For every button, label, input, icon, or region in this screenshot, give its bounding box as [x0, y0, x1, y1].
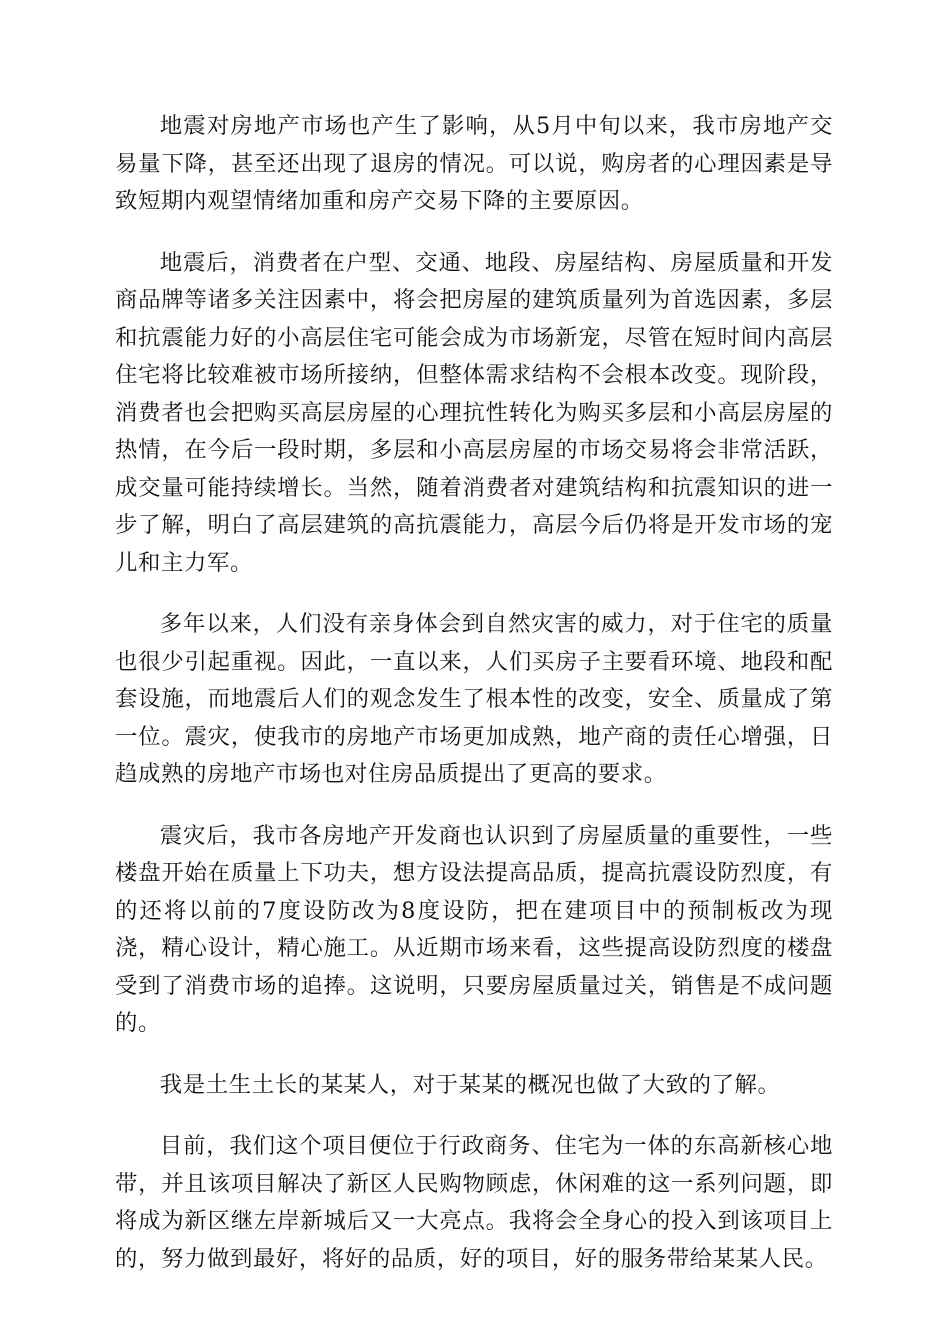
- paragraph-1: 地震对房地产市场也产生了影响，从5月中旬以来，我市房地产交易量下降，甚至还出现了退房的情况。可以说，购房者的心理因素是导致短期内观望情绪加重和房产交易下降的主要原因。: [115, 113, 833, 214]
- paragraph-3: 多年以来，人们没有亲身体会到自然灾害的威力，对于住宅的质量也很少引起重视。因此，一直以来，人们买房子主要看环境、地段和配套设施，而地震后人们的观念发生了根本性的改变，安全、质量成了第一位。震灾，使我市的房地产市场更加成熟，地产商的责任心增强，日趋成熟的房地产市场也对住房品质提出了更高的要求。: [115, 611, 833, 787]
- paragraph-4: 震灾后，我市各房地产开发商也认识到了房屋质量的重要性，一些楼盘开始在质量上下功夫，想方设法提高品质，提高抗震设防烈度，有的还将以前的7度设防改为8度设防，把在建项目中的预制板改为现浇，精心设计，精心施工。从近期市场来看，这些提高设防烈度的楼盘受到了消费市场的追捧。这说明，只要房屋质量过关，销售是不成问题的。: [115, 822, 833, 1036]
- paragraph-6: 目前，我们这个项目便位于行政商务、住宅为一体的东高新核心地带，并且该项目解决了新区人民购物顾虑，休闲难的这一系列问题，即将成为新区继左岸新城后又一大亮点。我将会全身心的投入到该项目上的，努力做到最好，将好的品质，好的项目，好的服务带给某某人民。: [115, 1133, 833, 1272]
- document-body: [115, 108, 833, 1302]
- paragraph-5: 我是土生土长的某某人，对于某某的概况也做了大致的了解。: [159, 1071, 781, 1098]
- paragraph-2: 地震后，消费者在户型、交通、地段、房屋结构、房屋质量和开发商品牌等诸多关注因素中，将会把房屋的建筑质量列为首选因素，多层和抗震能力好的小高层住宅可能会成为市场新宠，尽管在短时间内高层住宅将比较难被市场所接纳，但整体需求结构不会根本改变。现阶段，消费者也会把购买高层房屋的心理抗性转化为购买多层和小高层房屋的热情，在今后一段时期，多层和小高层房屋的市场交易将会非常活跃，成交量可能持续增长。当然，随着消费者对建筑结构和抗震知识的进一步了解，明白了高层建筑的高抗震能力，高层今后仍将是开发市场的宠儿和主力军。: [115, 249, 833, 576]
